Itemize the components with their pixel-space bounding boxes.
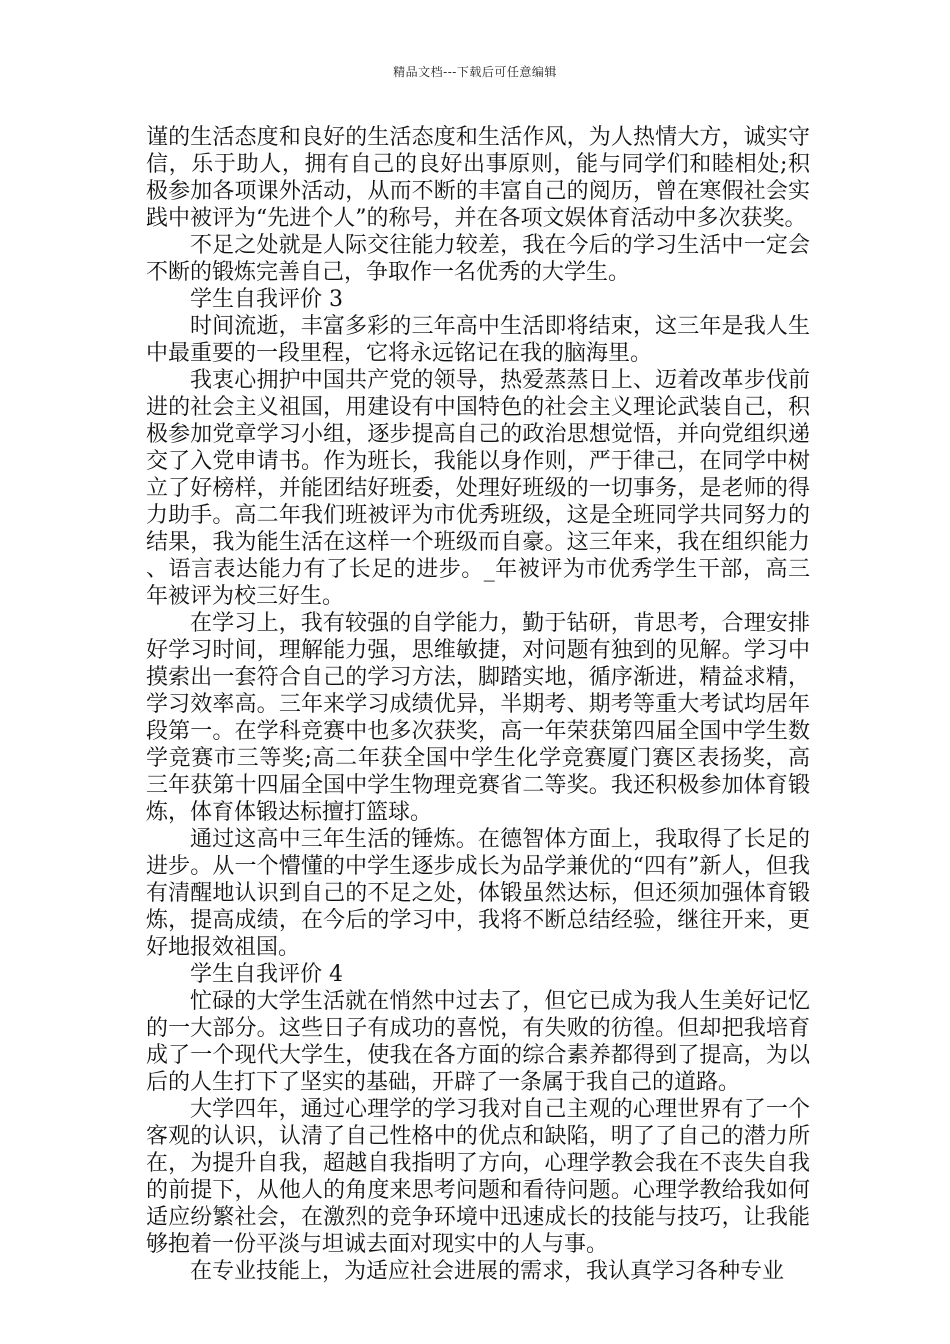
paragraph: 在专业技能上，为适应社会进展的需求，我认真学习各种专业 (190, 1259, 785, 1284)
document-body (146, 124, 810, 1285)
section-heading: 学生自我评价 4 (190, 962, 343, 987)
paragraph: 我衷心拥护中国共产党的领导，热爱蒸蒸日上、迈着改革步伐前进的社会主义祖国，用建设有中国特色的社会主义理论武装自己，积极参加党章学习小组，逐步提高自己的政治思想觉悟，并向党组织递交了入党申请书。作为班长，我能以身作则，严于律己，在同学中树立了好榜样，并能团结好班委，处理好班级的一切事务，是老师的得力助手。高二年我们班被评为市优秀班级，这是全班同学共同努力的结果，我为能生活在这样一个班级而自豪。这三年来，我在组织能力、语言表达能力有了长足的进步。_年被评为市优秀学生干部，高三年被评为校三好生。 (146, 368, 810, 609)
paragraph: 在学习上，我有较强的自学能力，勤于钻研，肯思考，合理安排好学习时间，理解能力强，思维敏捷，对问题有独到的见解。学习中摸索出一套符合自己的学习方法，脚踏实地，循序渐进，精益求精，学习效率高。三年来学习成绩优异，半期考、期考等重大考试均居年段第一。在学科竞赛中也多次获奖，高一年荣获第四届全国中学生数学竞赛市三等奖;高二年获全国中学生化学竞赛厦门赛区表扬奖，高三年获第十四届全国中学生物理竞赛省二等奖。我还积极参加体育锻炼，体育体锻达标擅打篮球。 (146, 611, 810, 825)
paragraph: 通过这高中三年生活的锤炼。在德智体方面上，我取得了长足的进步。从一个懵懂的中学生逐步成长为品学兼优的“四有”新人，但我有清醒地认识到自己的不足之处，体锻虽然达标，但还须加强体育锻炼，提高成绩，在今后的学习中，我将不断总结经验，继往开来，更好地报效祖国。 (146, 827, 810, 960)
paragraph: 时间流逝，丰富多彩的三年高中生活即将结束，这三年是我人生中最重要的一段里程，它将永远铭记在我的脑海里。 (146, 314, 810, 366)
paragraph: 谨的生活态度和良好的生活态度和生活作风，为人热情大方，诚实守信，乐于助人，拥有自己的良好出事原则，能与同学们和睦相处;积极参加各项课外活动，从而不断的丰富自己的阅历，曾在寒假社会实践中被评为“先进个人”的称号，并在各项文娱体育活动中多次获奖。 (146, 125, 810, 231)
paragraph: 忙碌的大学生活就在悄然中过去了，但它已成为我人生美好记忆的一大部分。这些日子有成功的喜悦，有失败的彷徨。但却把我培育成了一个现代大学生，使我在各方面的综合素养都得到了提高，为以后的人生打下了坚实的基础，开辟了一条属于我自己的道路。 (146, 989, 810, 1095)
section-heading: 学生自我评价 3 (190, 287, 343, 312)
paragraph: 大学四年，通过心理学的学习我对自己主观的心理世界有了一个客观的认识，认清了自己性格中的优点和缺陷，明了了自己的潜力所在，为提升自我，超越自我指明了方向，心理学教会我在不丧失自我的前提下，从他人的角度来思考问题和看待问题。心理学教给我如何适应纷繁社会，在激烈的竞争环境中迅速成长的技能与技巧，让我能够抱着一份平淡与坦诚去面对现实中的人与事。 (146, 1097, 810, 1257)
paragraph: 不足之处就是人际交往能力较差，我在今后的学习生活中一定会不断的锻炼完善自己，争取作一名优秀的大学生。 (146, 233, 810, 285)
page-header: 精品文档---下载后可任意编辑 (393, 65, 557, 79)
